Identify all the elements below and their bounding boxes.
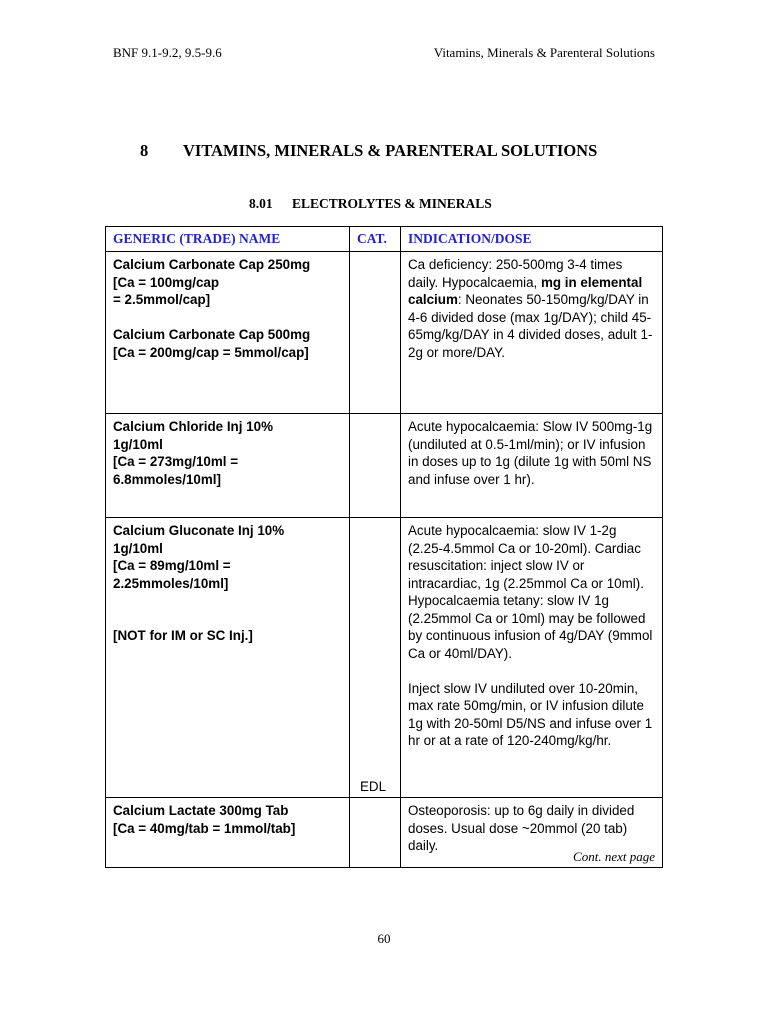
page-number: 60 (377, 931, 391, 946)
continued-note: Cont. next page (573, 849, 655, 864)
drug-name-line: [Ca = 273mg/10ml = (113, 454, 239, 469)
column-header-cat: CAT. (350, 227, 401, 252)
section-heading (249, 196, 492, 212)
drug-name-line: 2.25mmoles/10ml] (113, 575, 229, 591)
drug-name-line: Calcium Lactate 300mg Tab (113, 803, 289, 818)
indication-text: Ca deficiency: 250-500mg 3-4 times daily. Hypocalcaemia, (408, 257, 623, 290)
chapter-heading (140, 141, 597, 161)
running-header-right: Vitamins, Minerals & Parenteral Solutions (433, 45, 655, 60)
drug-name-line: 1g/10ml (113, 436, 163, 452)
indication-cell: Acute hypocalcaemia: Slow IV 500mg-1g (undiluted at 0.5-1ml/min); or IV infusion in doses up to 1g (dilute 1g with 50ml NS and infuse over 1 hr). (401, 414, 663, 518)
drug-name-line: Calcium Gluconate Inj 10% (113, 523, 285, 538)
drug-name-line: 6.8mmoles/10ml] (113, 471, 221, 487)
indication-emphasis: mg in elemental calcium (408, 274, 643, 307)
column-header-indication: INDICATION/DOSE (401, 227, 663, 252)
category-label: EDL (360, 778, 387, 794)
drug-table (105, 226, 663, 868)
table-row (106, 414, 663, 518)
drug-name-line: = 2.5mmol/cap] (113, 292, 211, 307)
indication-cell: Osteoporosis: up to 6g daily in divided doses. Usual dose ~20mmol (20 tab) daily. (401, 798, 663, 868)
drug-name-line: [Ca = 200mg/cap = 5mmol/cap] (113, 344, 309, 360)
table-row (106, 518, 663, 798)
drug-name-cell (106, 414, 350, 518)
section-number: 8.01 (249, 196, 273, 211)
column-header-name: GENERIC (TRADE) NAME (106, 227, 350, 252)
table-row (106, 252, 663, 414)
chapter-number: 8 (140, 141, 149, 160)
drug-name-line: Calcium Chloride Inj 10% (113, 419, 273, 434)
drug-name-line: Calcium Carbonate Cap 250mg (113, 257, 311, 272)
chapter-title: VITAMINS, MINERALS & PARENTERAL SOLUTIONS (183, 141, 598, 160)
indication-cell (401, 518, 663, 798)
indication-paragraph: Acute hypocalcaemia: slow IV 1-2g (2.25-4.5mmol Ca or 10-20ml). Cardiac resuscitation: inject slow IV or intracardiac, 1g (2.25mmol Ca or 10ml). Hypocalcaemia tetany: slow IV 1g (2.25mmol Ca or 10ml) may be followed by continuous infusion of 4g/DAY (9mmol Ca or 40ml/DAY). (408, 523, 653, 661)
drug-name-cell (106, 252, 350, 414)
drug-name-line: [Ca = 89mg/10ml = (113, 558, 231, 573)
indication-text: : Neonates 50-150mg/kg/DAY in 4-6 divided dose (max 1g/DAY); child 45-65mg/kg/DAY in 4 divided doses, adult 1-2g or more/DAY. (408, 292, 653, 360)
running-header-left: BNF 9.1-9.2, 9.5-9.6 (113, 45, 222, 60)
category-cell (350, 414, 401, 518)
category-cell (350, 252, 401, 414)
drug-name-cell (106, 798, 350, 868)
category-cell (350, 798, 401, 868)
category-cell (350, 518, 401, 798)
drug-name-cell (106, 518, 350, 798)
drug-name-line: Calcium Carbonate Cap 500mg (113, 327, 311, 342)
indication-cell (401, 252, 663, 414)
drug-name-line: [Ca = 40mg/tab = 1mmol/tab] (113, 820, 296, 836)
indication-paragraph: Inject slow IV undiluted over 10-20min, max rate 50mg/min, or IV infusion dilute 1g with 20-50ml D5/NS and infuse over 1 hr or at a rate of 120-240mg/kg/hr. (408, 680, 653, 748)
drug-name-line: [Ca = 100mg/cap (113, 274, 220, 290)
drug-name-line: 1g/10ml (113, 540, 163, 556)
drug-warning-note: [NOT for IM or SC Inj.] (113, 628, 253, 643)
table-header-row (106, 227, 663, 252)
section-title: ELECTROLYTES & MINERALS (292, 196, 492, 211)
